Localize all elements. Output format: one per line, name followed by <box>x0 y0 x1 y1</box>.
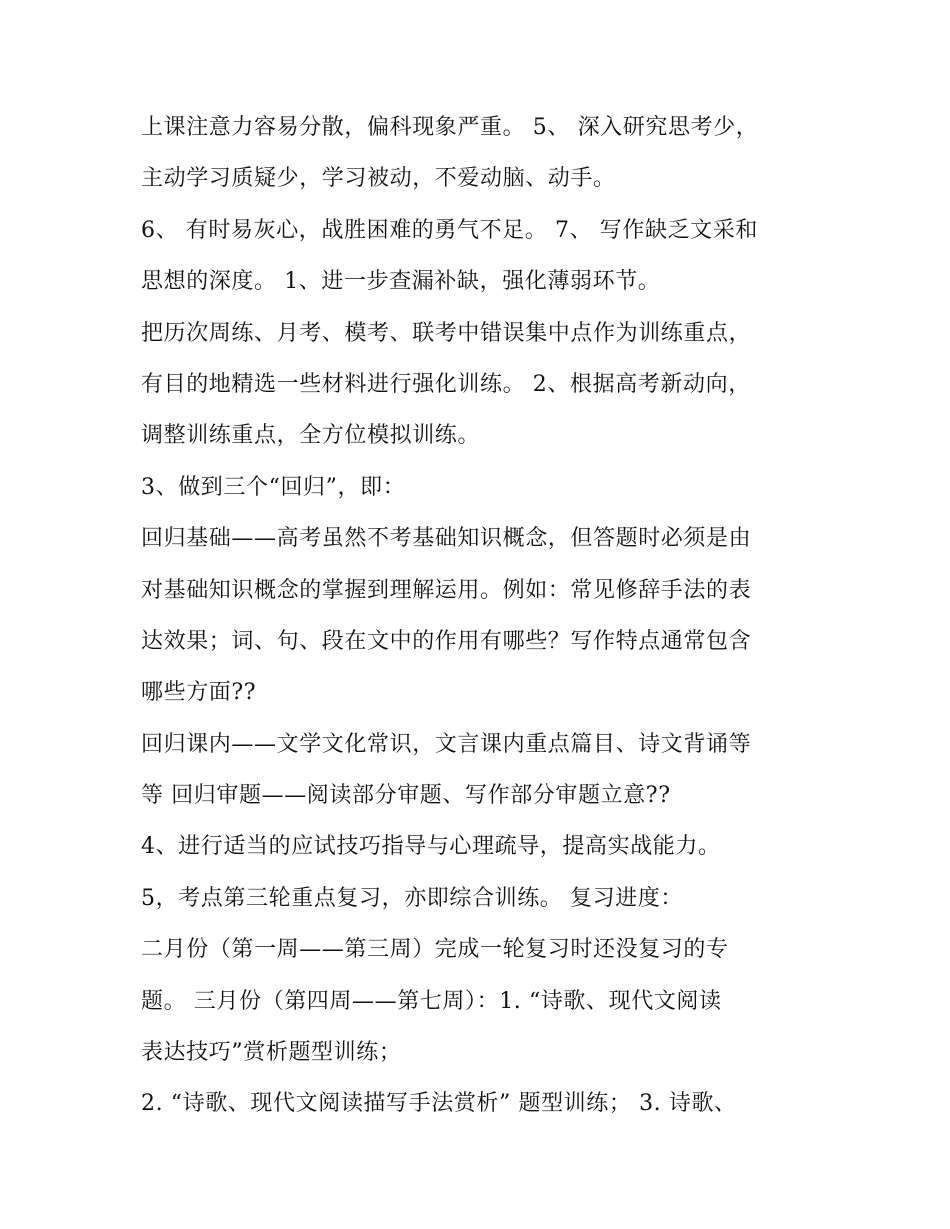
text-line-8: 3、做到三个“回归”，即： <box>141 474 406 500</box>
text-line-5: 把历次周练、月考、模考、联考中错误集中点作为训练重点， <box>141 320 752 346</box>
text-line-20: 2. “诗歌、现代文阅读描写手法赏析” 题型训练； 3. 诗歌、 <box>141 1091 737 1117</box>
text-line-10: 对基础知识概念的掌握到理解运用。例如：常见修辞手法的表 <box>141 577 752 603</box>
text-line-1: 上课注意力容易分散，偏科现象严重。 5、 深入研究思考少， <box>141 115 759 140</box>
text-line-14: 等 回归审题——阅读部分审题、写作部分审题立意?? <box>141 783 671 809</box>
text-line-19: 表达技巧”赏析题型训练； <box>141 1040 402 1066</box>
text-line-18: 题。 三月份（第四周——第七周）：1. “诗歌、现代文阅读 <box>141 988 722 1014</box>
text-line-3: 6、 有时易灰心，战胜困难的勇气不足。 7、 写作缺乏文采和 <box>141 217 758 243</box>
text-line-7: 调整训练重点，全方位模拟训练。 <box>141 423 481 449</box>
text-line-2: 主动学习质疑少，学习被动，不爱动脑、动手。 <box>141 166 616 192</box>
text-line-4: 思想的深度。 1、进一步查漏补缺，强化薄弱环节。 <box>141 269 661 295</box>
text-line-11: 达效果；词、句、段在文中的作用有哪些？写作特点通常包含 <box>141 628 752 654</box>
text-line-9: 回归基础——高考虽然不考基础知识概念，但答题时必须是由 <box>141 526 752 552</box>
text-line-16: 5，考点第三轮重点复习，亦即综合训练。 复习进度： <box>141 885 683 911</box>
text-line-15: 4、进行适当的应试技巧指导与心理疏导，提高实战能力。 <box>141 834 721 860</box>
document-body <box>141 110 821 1138</box>
text-line-17: 二月份（第一周——第三周）完成一轮复习时还没复习的专 <box>141 937 729 963</box>
text-line-6: 有目的地精选一些材料进行强化训练。 2、根据高考新动向， <box>141 371 751 397</box>
text-line-12: 哪些方面?? <box>141 680 257 706</box>
text-line-13: 回归课内——文学文化常识，文言课内重点篇目、诗文背诵等 <box>141 731 752 757</box>
